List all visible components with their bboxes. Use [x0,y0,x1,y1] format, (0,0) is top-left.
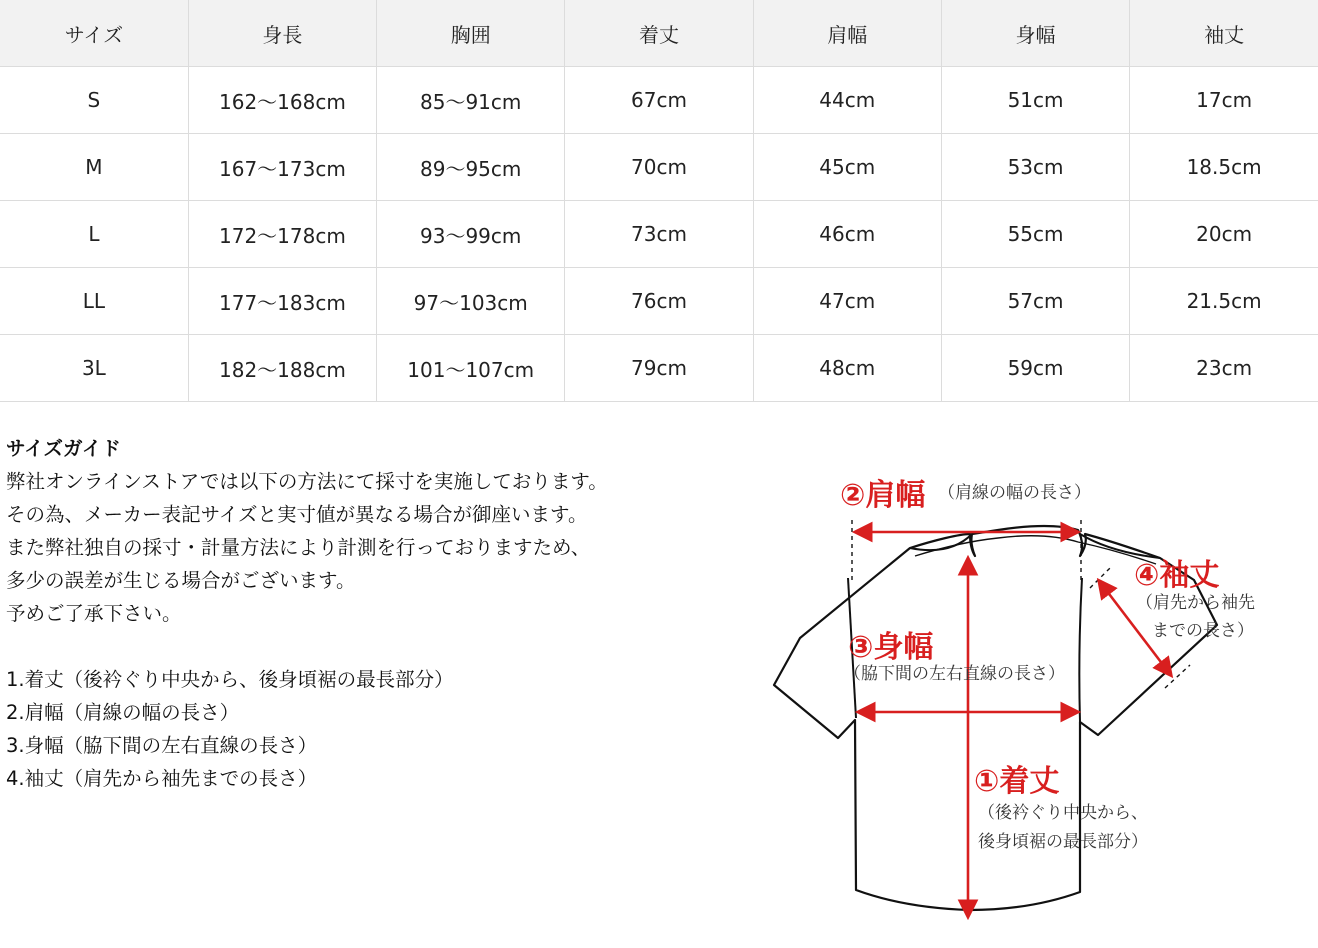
table-cell: M [0,134,188,201]
table-row [0,268,1318,335]
table-cell: 76cm [565,268,753,335]
table-cell: 89〜95cm [377,134,565,201]
table-cell: 67cm [565,67,753,134]
table-cell: 177〜183cm [188,268,376,335]
header-shoulder: 肩幅 [753,0,941,67]
guide-text-line: また弊社独自の採寸・計量方法により計測を行っておりますため、 [6,536,591,559]
body-width-label-title: ③身幅 [848,630,934,665]
table-cell: L [0,201,188,268]
measurement-item: 3.身幅（脇下間の左右直線の長さ） [6,734,318,757]
shirt-diagram [760,460,1300,930]
table-cell: 57cm [941,268,1129,335]
table-cell: 53cm [941,134,1129,201]
table-cell: 101〜107cm [377,335,565,402]
table-cell: 162〜168cm [188,67,376,134]
body-width-label-note: （脇下間の左右直線の長さ） [844,664,1065,684]
table-cell: 182〜188cm [188,335,376,402]
table-cell: 85〜91cm [377,67,565,134]
table-cell: 172〜178cm [188,201,376,268]
length-label-title: ①着丈 [974,764,1060,799]
table-cell: 3L [0,335,188,402]
guide-text-line: 弊社オンラインストアでは以下の方法にて採寸を実施しております。 [6,470,608,493]
table-cell: 55cm [941,201,1129,268]
header-length: 着丈 [565,0,753,67]
shoulder-label-title: ②肩幅 [840,478,926,513]
table-cell: 93〜99cm [377,201,565,268]
size-chart-table [0,0,1318,402]
table-cell: S [0,67,188,134]
table-cell: 46cm [753,201,941,268]
guide-text-line: その為、メーカー表記サイズと実寸値が異なる場合が御座います。 [6,503,588,526]
guide-text-line: 多少の誤差が生じる場合がございます。 [6,569,356,592]
table-header-row [0,0,1318,67]
header-height: 身長 [188,0,376,67]
table-row [0,201,1318,268]
table-row [0,134,1318,201]
table-cell: 51cm [941,67,1129,134]
table-cell: 59cm [941,335,1129,402]
measurement-item: 2.肩幅（肩線の幅の長さ） [6,701,240,724]
sleeve-label-note-1: （肩先から袖先 [1136,593,1255,613]
table-cell: 97〜103cm [377,268,565,335]
table-cell: 45cm [753,134,941,201]
guide-text-line: 予めご了承下さい。 [6,602,182,625]
table-cell: 79cm [565,335,753,402]
sleeve-label-title: ④袖丈 [1134,558,1220,593]
table-cell: 18.5cm [1130,134,1318,201]
table-cell: 167〜173cm [188,134,376,201]
spacer [6,630,706,663]
sleeve-label-note-2: までの長さ） [1152,621,1254,641]
length-label [974,756,1059,800]
length-label-note-2: 後身頃裾の最長部分） [978,832,1148,852]
table-cell: 73cm [565,201,753,268]
table-cell: 44cm [753,67,941,134]
shoulder-label-note: （肩線の幅の長さ） [938,483,1091,503]
table-cell: 70cm [565,134,753,201]
shoulder-label [840,470,925,514]
header-body-width: 身幅 [941,0,1129,67]
table-cell: LL [0,268,188,335]
header-sleeve: 袖丈 [1130,0,1318,67]
header-chest: 胸囲 [377,0,565,67]
header-size: サイズ [0,0,188,67]
table-cell: 48cm [753,335,941,402]
table-cell: 21.5cm [1130,268,1318,335]
sleeve-seam-right [1079,578,1082,722]
table-row [0,67,1318,134]
measurement-item: 4.袖丈（肩先から袖先までの長さ） [6,767,318,790]
length-label-note-1: （後衿ぐり中央から、 [978,803,1148,823]
table-cell: 47cm [753,268,941,335]
table-cell: 23cm [1130,335,1318,402]
table-row [0,335,1318,402]
size-guide-title: サイズガイド [6,437,121,460]
measurement-item: 1.着丈（後衿ぐり中央から、後身頃裾の最長部分） [6,668,454,691]
table-cell: 20cm [1130,201,1318,268]
table-cell: 17cm [1130,67,1318,134]
measurement-diagram [760,460,1300,930]
size-guide [6,432,706,795]
